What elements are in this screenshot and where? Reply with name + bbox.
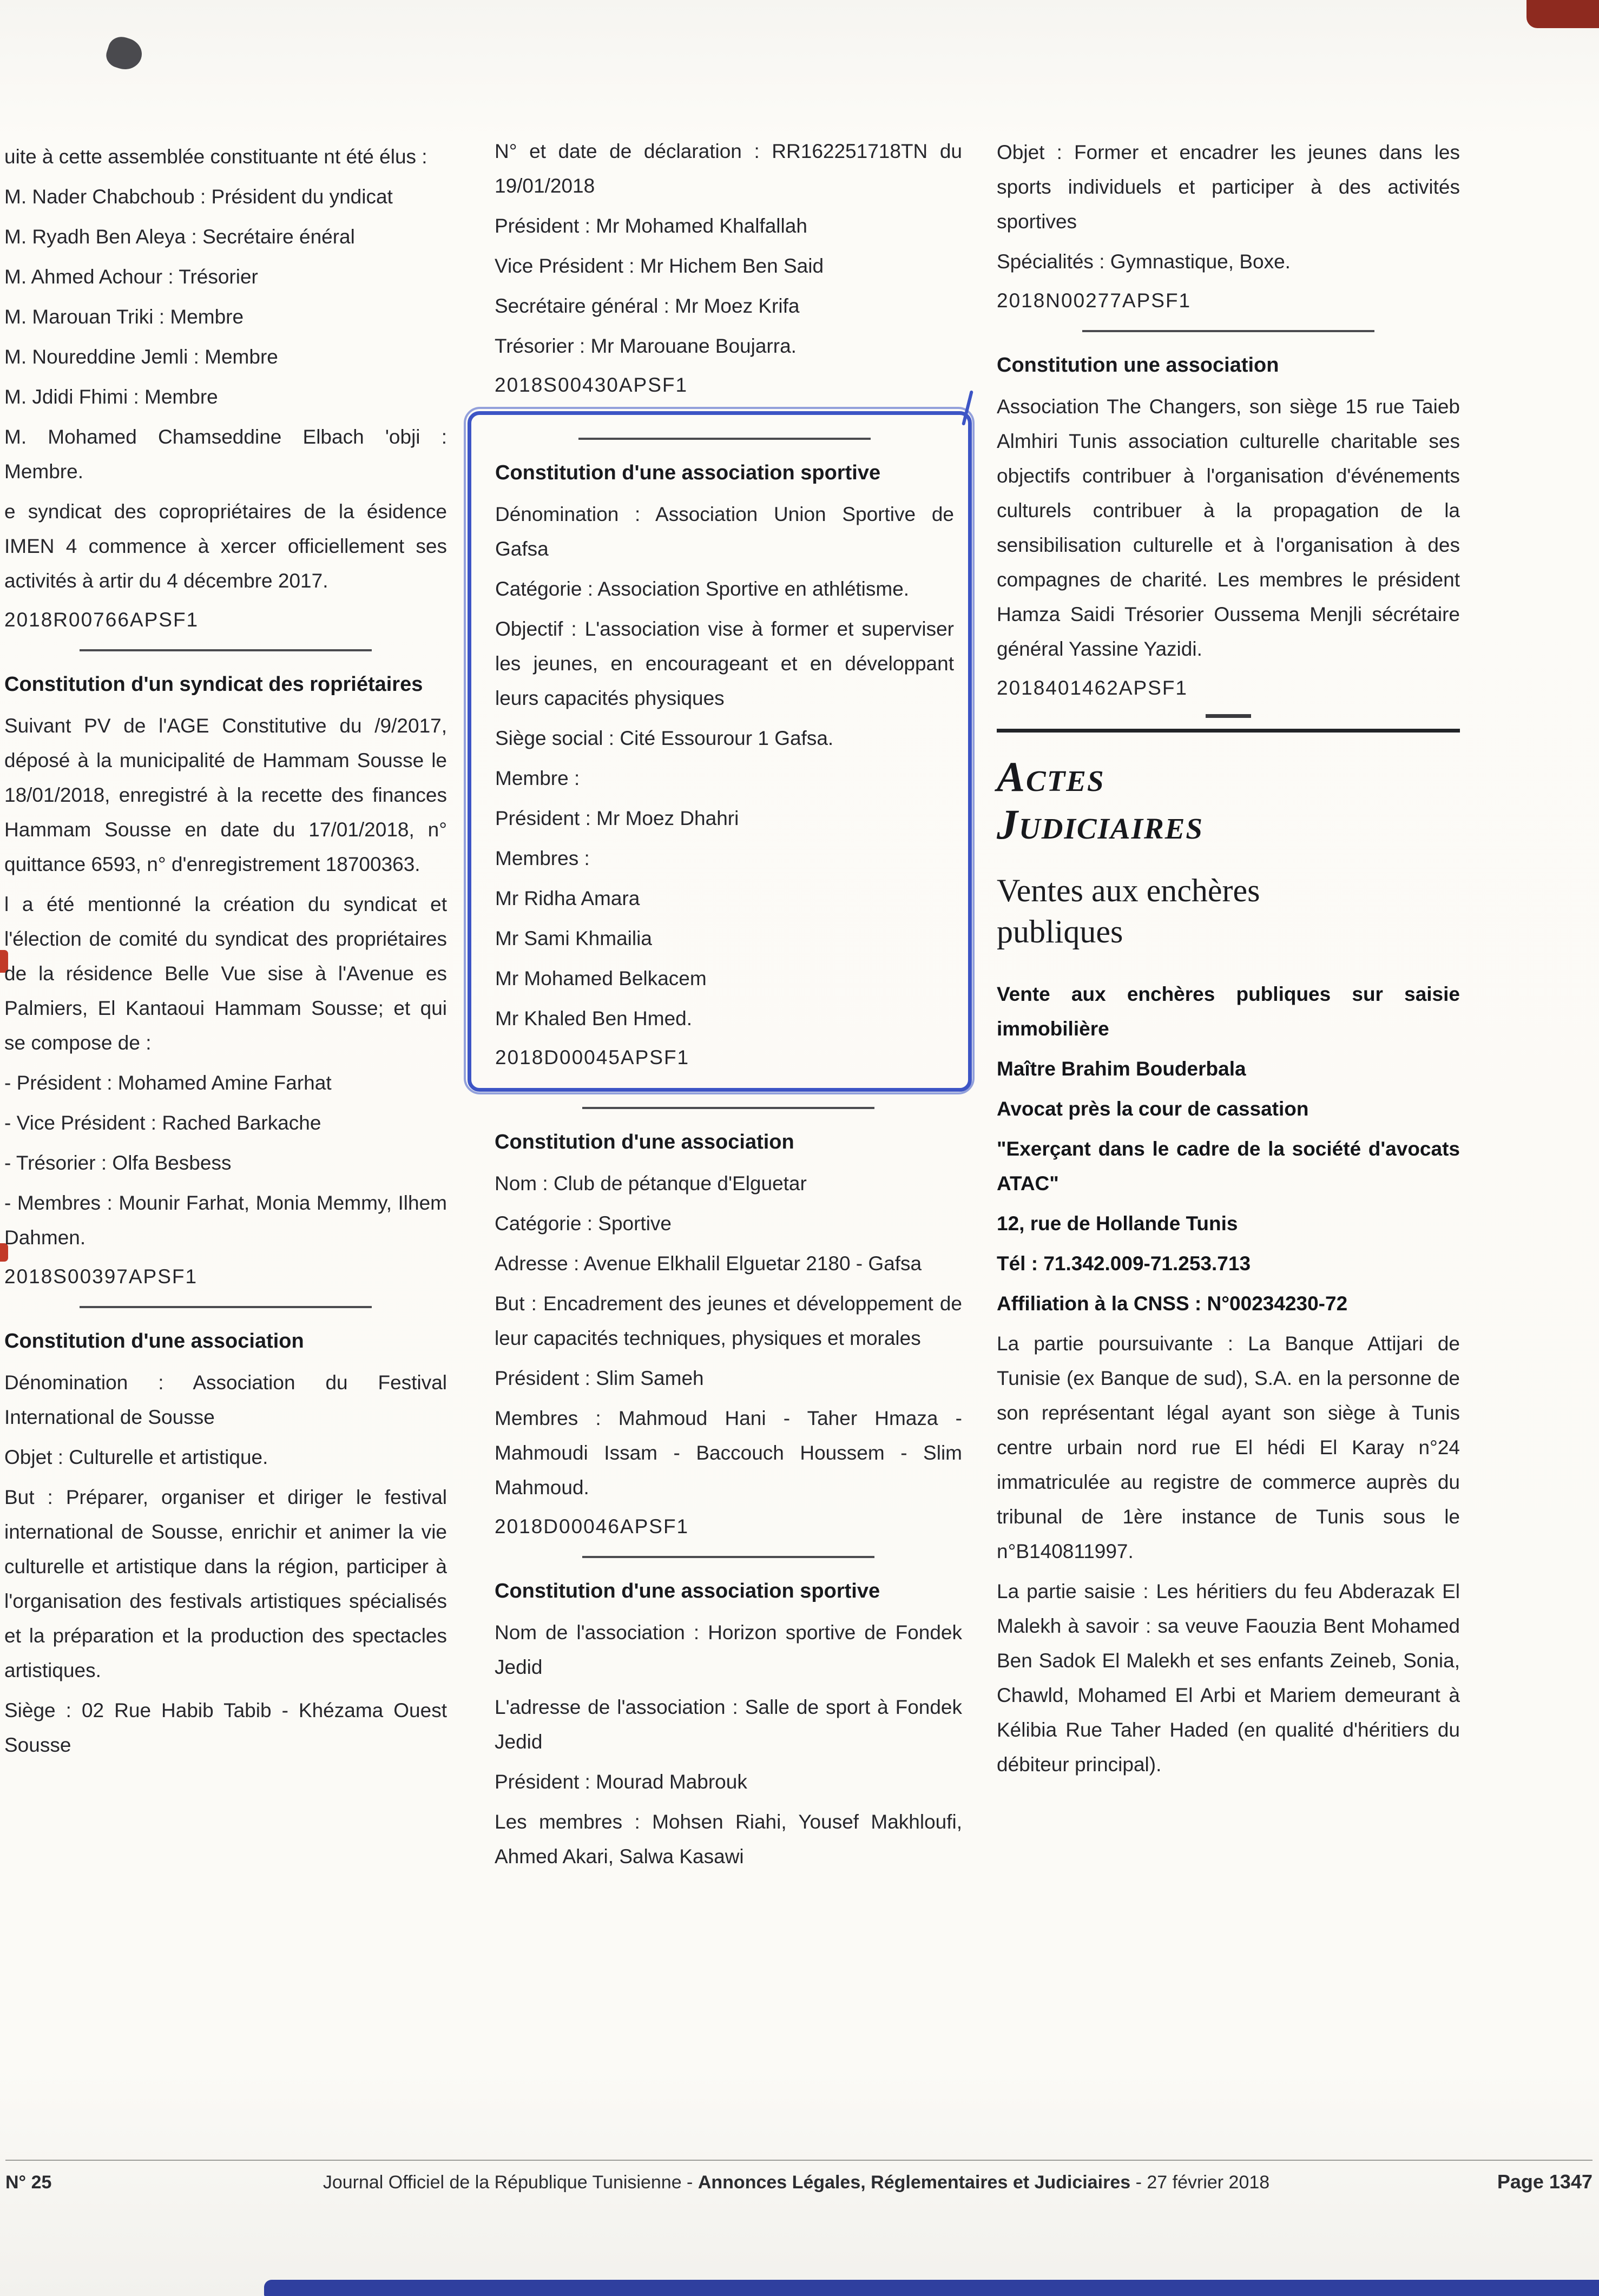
paragraph: Trésorier : Mr Marouane Boujarra. — [495, 335, 797, 357]
section-divider — [80, 649, 372, 651]
footer-journal-prefix: Journal Officiel de la République Tunisienne - — [323, 2172, 698, 2193]
paragraph: Président : Slim Sameh — [495, 1367, 704, 1389]
reference-code: 2018R00766APSF1 — [4, 609, 199, 631]
section-heading: Constitution une association — [997, 354, 1279, 377]
column-3 — [997, 135, 1460, 1787]
paragraph: Membre : — [495, 767, 580, 789]
paragraph: Nom de l'association : Horizon sportive de Fondek Jedid — [495, 1621, 962, 1678]
column-2 — [495, 134, 962, 1879]
section-divider — [582, 1107, 874, 1109]
paragraph: Spécialités : Gymnastique, Boxe. — [997, 250, 1291, 273]
reference-code: 2018D00045APSF1 — [495, 1046, 690, 1068]
paragraph: Mr Khaled Ben Hmed. — [495, 1007, 693, 1030]
ventes-aux-encheres-heading: Ventes aux enchères publiques — [997, 873, 1260, 949]
paragraph: Association The Changers, son siège 15 rue Taieb Almhiri Tunis association culturelle charitable ses objectifs contribuer à l'organisation d'événements culturels contribuer à la propagation de la sensibilisation culturelle et à l'organisation à des compagnes de charité. Les membres le président Hamza Saidi Trésorier Oussema Menjli sécrétaire général Yassine Yazidi. — [997, 395, 1460, 660]
bold-paragraph: Avocat près la cour de cassation — [997, 1098, 1309, 1120]
footer-issue-number: N° 25 — [5, 2172, 52, 2193]
section-heading: Constitution d'une association sportive — [495, 1580, 880, 1602]
section-divider — [1082, 330, 1374, 332]
paragraph: e syndicat des copropriétaires de la ésidence IMEN 4 commence à xercer officiellement ses activités à artir du 4 décembre 2017. — [4, 500, 447, 592]
paragraph: - Trésorier : Olfa Besbess — [4, 1152, 232, 1174]
paragraph: l a été mentionné la création du syndicat et l'élection de comité du syndicat des propriétaires de la résidence Belle Vue sise à l'Avenue es Palmiers, El Kantaoui Hammam Sousse; et qui se compose de : — [4, 893, 447, 1054]
section-heading: Constitution d'une association — [495, 1131, 794, 1153]
section-divider — [80, 1306, 372, 1308]
pen-stroke-tick — [962, 390, 973, 425]
bold-paragraph: Tél : 71.342.009-71.253.713 — [997, 1252, 1251, 1275]
paragraph: uite à cette assemblée constituante nt été élus : — [4, 146, 427, 168]
page-footer — [5, 2160, 1593, 2193]
reference-code: 2018S00430APSF1 — [495, 374, 688, 396]
ink-smudge-mark — [103, 34, 146, 74]
paragraph: M. Marouan Triki : Membre — [4, 306, 244, 328]
reference-code: 2018401462APSF1 — [997, 677, 1188, 699]
paragraph: M. Ryadh Ben Aleya : Secrétaire énéral — [4, 226, 355, 248]
paragraph: M. Jdidi Fhimi : Membre — [4, 386, 218, 408]
reference-code: 2018D00046APSF1 — [495, 1515, 689, 1538]
paragraph: M. Nader Chabchoub : Président du yndicat — [4, 186, 393, 208]
paragraph: Président : Mr Moez Dhahri — [495, 807, 739, 829]
paragraph: But : Préparer, organiser et diriger le festival international de Sousse, enrichir et animer la vie culturelle et artistique dans la région, participer à l'organisation des festivals artistiques spécialisés et la préparation et la production des spectacles artistiques. — [4, 1486, 447, 1681]
paragraph: Membres : — [495, 847, 590, 869]
red-corner-stamp — [1526, 0, 1599, 28]
paragraph: Siège : 02 Rue Habib Tabib - Khézama Ouest Sousse — [4, 1699, 447, 1756]
paragraph: But : Encadrement des jeunes et développement de leur capacités techniques, physiques et morales — [495, 1292, 962, 1349]
bold-paragraph: Vente aux enchères publiques sur saisie immobilière — [997, 983, 1460, 1040]
reference-code: 2018N00277APSF1 — [997, 289, 1192, 312]
paragraph: Catégorie : Association Sportive en athlétisme. — [495, 578, 910, 600]
actes-judiciaires-heading: Actes Judiciaires — [997, 753, 1203, 848]
section-heading: Constitution d'une association sportive — [495, 461, 881, 484]
paragraph: M. Noureddine Jemli : Membre — [4, 346, 278, 368]
paragraph: Les membres : Mohsen Riahi, Yousef Makhloufi, Ahmed Akari, Salwa Kasawi — [495, 1811, 962, 1868]
paragraph: La partie poursuivante : La Banque Attijari de Tunisie (ex Banque de sud), S.A. en la personne de son représentant légal ayant son siège à Tunis centre urbain nord rue El hédi El Karay n°24 immatriculée au registre de commerce auprès du tribunal de 1ère instance de Tunis sous le n°B140811997. — [997, 1332, 1460, 1562]
paragraph: Siège social : Cité Essourour 1 Gafsa. — [495, 727, 834, 749]
footer-journal-line — [146, 2172, 1446, 2193]
paragraph: Catégorie : Sportive — [495, 1212, 672, 1235]
paragraph: Mr Sami Khmailia — [495, 927, 652, 949]
section-divider — [578, 438, 871, 440]
footer-page-number: Page 1347 — [1497, 2170, 1593, 2193]
paragraph: L'adresse de l'association : Salle de sport à Fondek Jedid — [495, 1696, 962, 1753]
paragraph: Président : Mr Mohamed Khalfallah — [495, 215, 807, 237]
section-divider — [582, 1556, 874, 1558]
paragraph: Secrétaire général : Mr Moez Krifa — [495, 295, 800, 317]
paragraph: Membres : Mahmoud Hani - Taher Hmaza - Mahmoudi Issam - Baccouch Houssem - Slim Mahmoud. — [495, 1407, 962, 1499]
paragraph: Objet : Culturelle et artistique. — [4, 1446, 268, 1468]
scan-edge-bar — [264, 2280, 1599, 2296]
paragraph: Objectif : L'association vise à former et superviser les jeunes, en encourageant et en développant leurs capacités physiques — [495, 618, 954, 709]
section-heading: Constitution d'un syndicat des ropriétaires — [4, 673, 423, 696]
paragraph: M. Ahmed Achour : Trésorier — [4, 266, 258, 288]
bold-paragraph: "Exerçant dans le cadre de la société d'avocats ATAC" — [997, 1138, 1460, 1195]
column-1 — [4, 140, 447, 1768]
paragraph: M. Mohamed Chamseddine Elbach 'obji : Membre. — [4, 426, 447, 483]
footer-journal-section: Annonces Légales, Réglementaires et Judiciaires — [697, 2172, 1131, 2193]
section-dash — [1206, 714, 1251, 718]
paragraph: - Membres : Mounir Farhat, Monia Memmy, Ilhem Dahmen. — [4, 1192, 447, 1249]
bold-paragraph: Maître Brahim Bouderbala — [997, 1058, 1246, 1080]
section-rule — [997, 729, 1460, 733]
paragraph: Vice Président : Mr Hichem Ben Said — [495, 255, 824, 277]
paragraph: - Président : Mohamed Amine Farhat — [4, 1072, 332, 1094]
paragraph: La partie saisie : Les héritiers du feu Abderazak El Malekh à savoir : sa veuve Faouzia Bent Mohamed Ben Sadok El Malekh et ses enfants Zeineb, Sonia, Chawld, Mohamed El Arbi et Mariem demeurant à Kélibia Rue Taher Haded (en qualité d'héritiers du débiteur principal). — [997, 1580, 1460, 1776]
paragraph: Adresse : Avenue Elkhalil Elguetar 2180 - Gafsa — [495, 1252, 922, 1275]
paragraph: Président : Mourad Mabrouk — [495, 1771, 747, 1793]
bold-paragraph: Affiliation à la CNSS : N°00234230-72 — [997, 1292, 1348, 1315]
paragraph: - Vice Président : Rached Barkache — [4, 1112, 321, 1134]
paragraph: Suivant PV de l'AGE Constitutive du /9/2017, déposé à la municipalité de Hammam Sousse le 18/01/2018, enregistré à la recette des finances Hammam Sousse en date du 17/01/2018, n° quittance 6593, n° d'enregistrement 18700363. — [4, 715, 447, 875]
footer-journal-date: - 27 février 2018 — [1130, 2172, 1270, 2193]
paragraph: Mr Ridha Amara — [495, 887, 640, 909]
paragraph: Dénomination : Association du Festival International de Sousse — [4, 1371, 447, 1428]
paragraph: N° et date de déclaration : RR162251718TN du 19/01/2018 — [495, 140, 962, 197]
paragraph: Nom : Club de pétanque d'Elguetar — [495, 1172, 807, 1195]
paragraph: Dénomination : Association Union Sportive de Gafsa — [495, 503, 954, 560]
paragraph: Objet : Former et encadrer les jeunes dans les sports individuels et participer à des activités sportives — [997, 141, 1460, 233]
reference-code: 2018S00397APSF1 — [4, 1265, 198, 1288]
pen-annotation-box — [468, 411, 972, 1092]
paragraph: Mr Mohamed Belkacem — [495, 967, 707, 989]
section-heading: Constitution d'une association — [4, 1330, 304, 1352]
bold-paragraph: 12, rue de Hollande Tunis — [997, 1212, 1238, 1235]
